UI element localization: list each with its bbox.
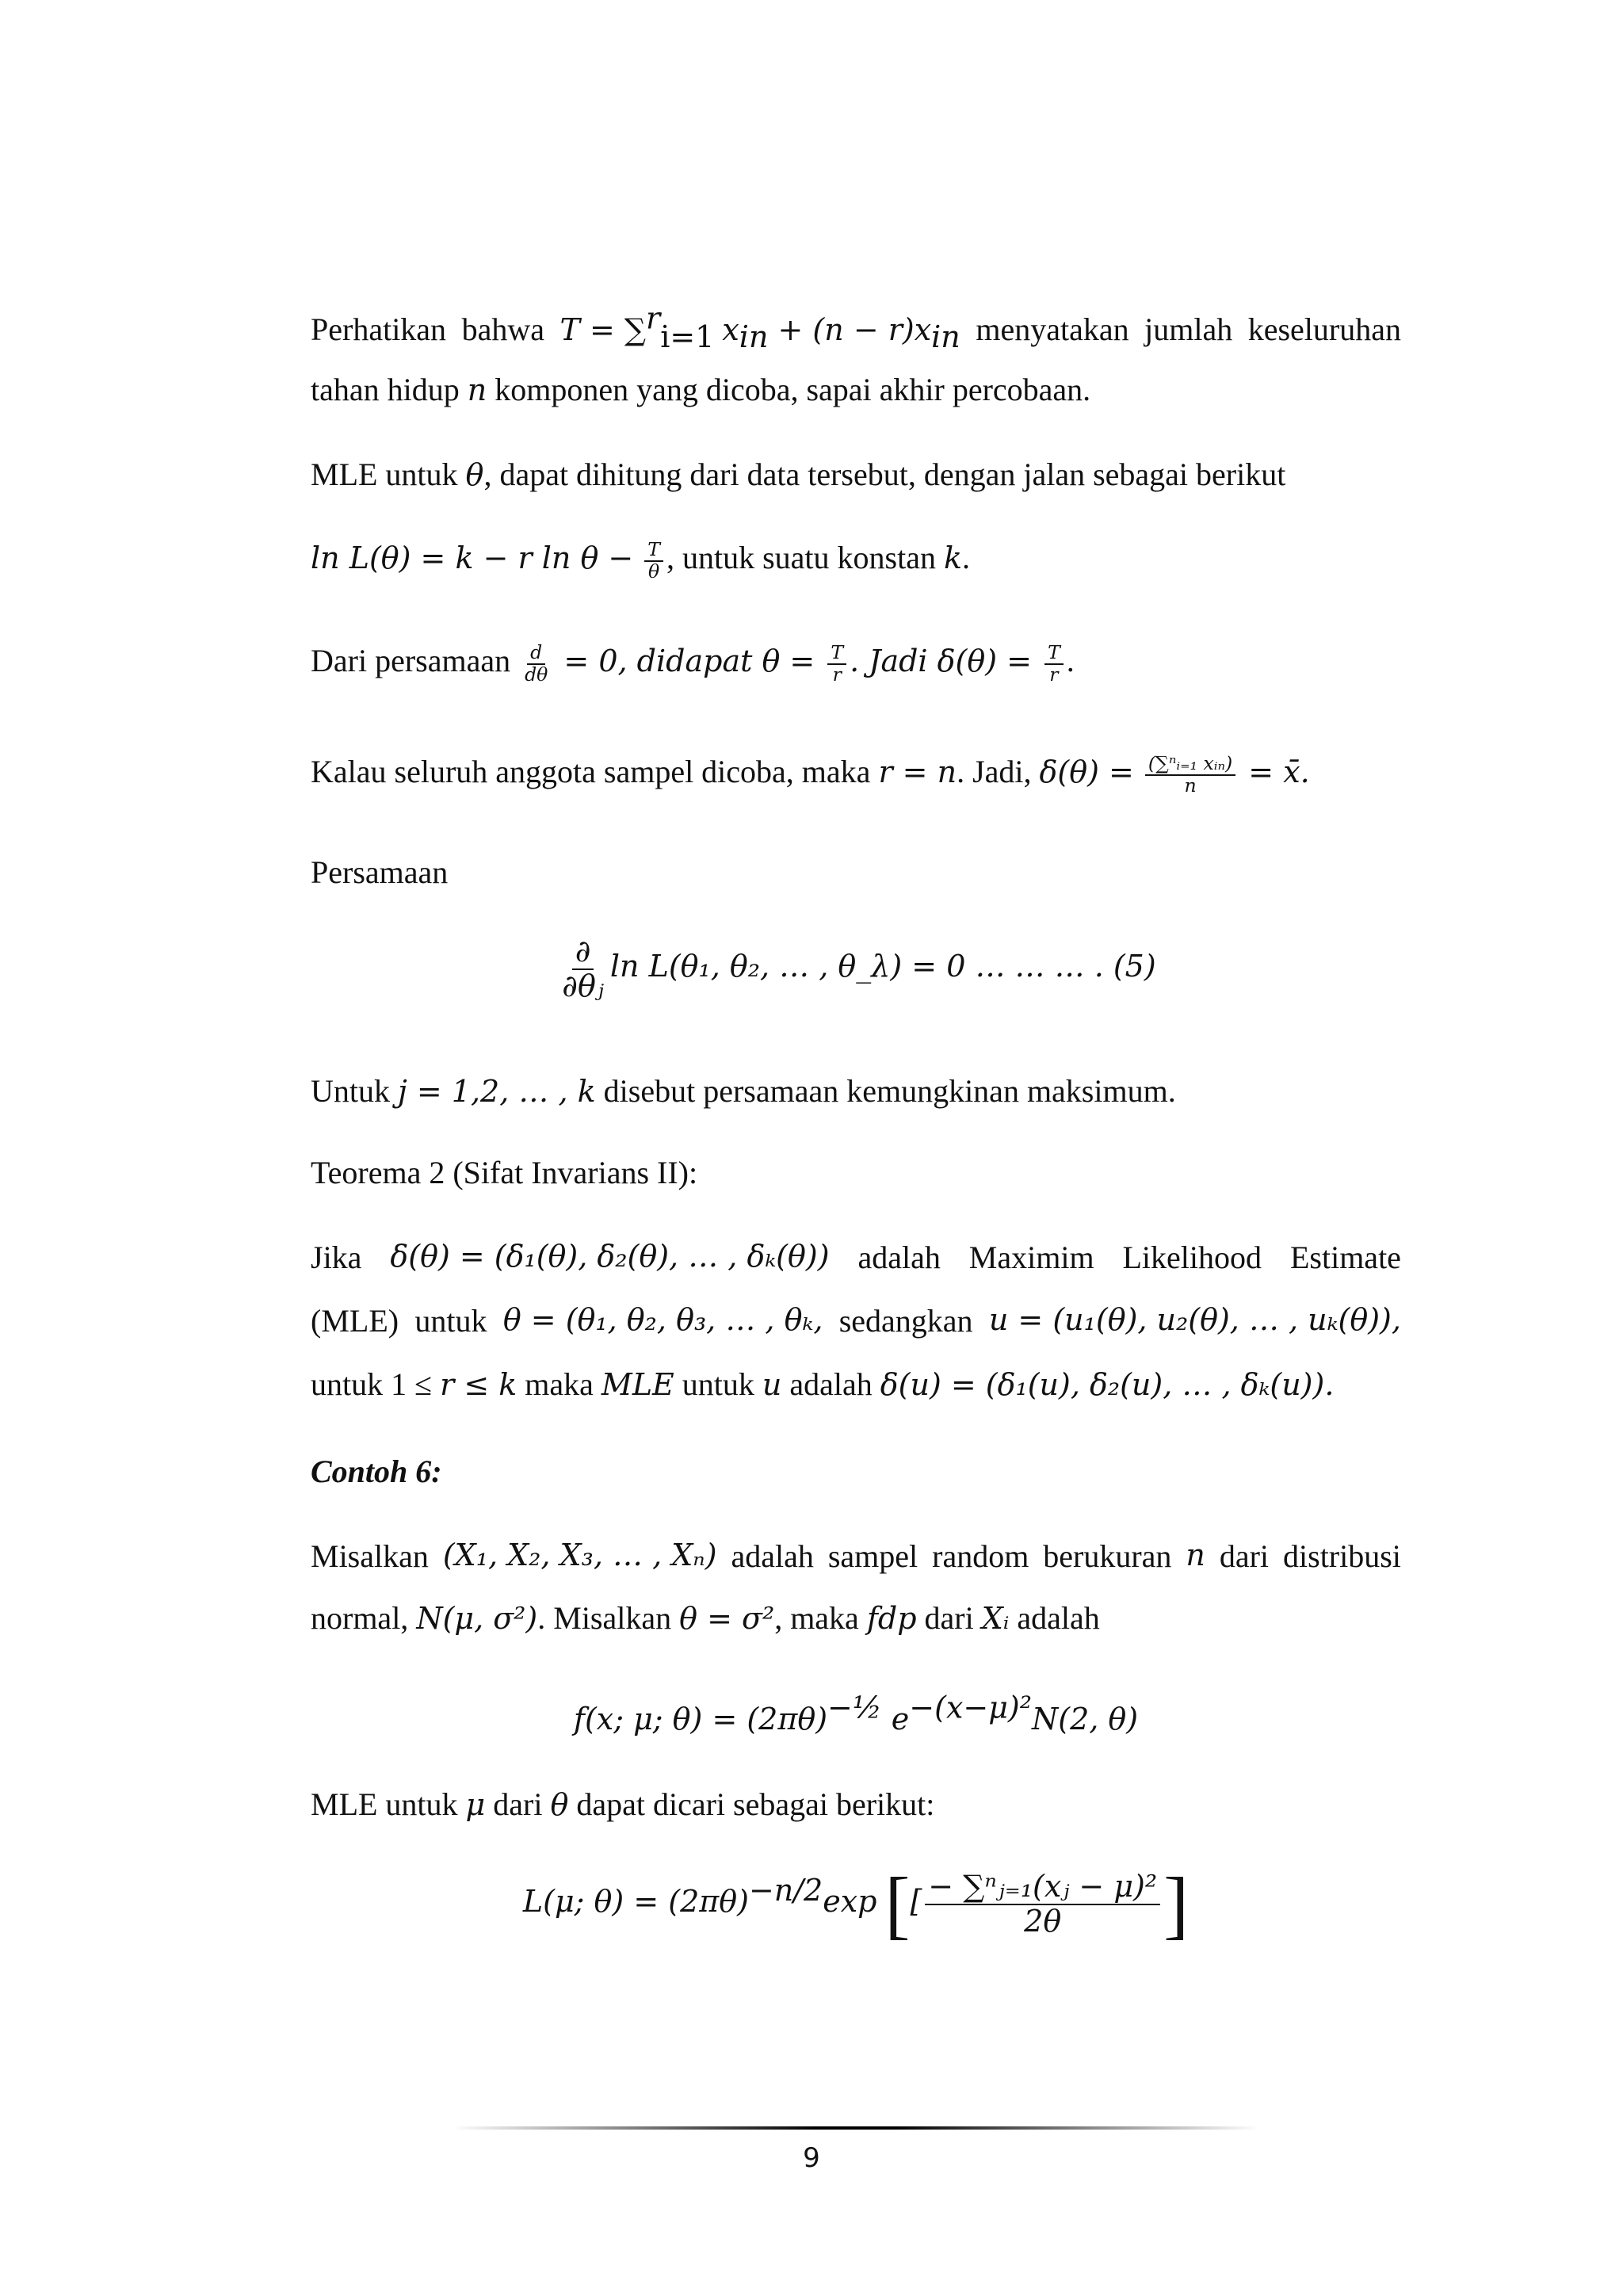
fraction-denominator: θ [648,560,660,583]
math-text: . Jadi δ(θ) = [850,644,1042,678]
math-text: T = ∑ [559,312,647,347]
math-text: θ = (θ₁, θ₂, θ₃, … , θₖ, [502,1302,823,1337]
math-sub: in [739,319,769,354]
math-text: exp [823,1884,877,1920]
math-text: θ [465,457,484,492]
math-text: L(μ; θ) = (2πθ) [522,1884,749,1920]
fraction-denominator: 2θ [1024,1904,1062,1939]
math-sup: −½ [827,1690,882,1725]
math-fraction [559,935,607,1003]
text-run: untuk 1 ≤ [311,1366,441,1402]
text-run: , maka [774,1600,867,1636]
math-text: u = (u₁(θ), u₂(θ), … , uₖ(θ)), [988,1302,1401,1337]
math-text: δ(θ) = (δ₁(θ), δ₂(θ), … , δₖ(θ)) [390,1239,830,1274]
text-run: . [961,540,970,575]
text-run: normal, [311,1600,417,1636]
math-fraction [521,640,551,686]
text-word: random [932,1538,1029,1574]
math-sup: −(x−μ)² [909,1690,1032,1725]
text-word: Jika [311,1240,362,1275]
text-run: maka [517,1366,601,1402]
example-title: Contoh 6: [311,1454,442,1489]
text-run: MLE untuk [311,1786,466,1822]
footer-divider [452,2126,1260,2130]
paragraph-line [311,1072,1401,1110]
math-text: N(2, θ) [1032,1702,1139,1736]
text-word: distribusi [1283,1538,1401,1574]
paragraph-line [311,1366,1401,1404]
math-fraction [1145,751,1235,797]
fraction-numerator: T [644,540,663,562]
paragraph-line [311,753,1401,797]
math-sub: i=1 [660,319,715,354]
text-word: Likelihood [1122,1240,1262,1275]
math-text: x [722,312,739,347]
paragraph-line [311,1538,1401,1576]
math-text: Xᵢ [981,1601,1010,1636]
text-run: . Jadi, [957,754,1040,789]
text-word: dari [1219,1538,1270,1574]
paragraph-line [311,1239,1401,1277]
text-word: sedangkan [838,1303,973,1339]
paragraph-line [311,642,1401,686]
text-word: (MLE) [311,1303,399,1339]
math-text: δ(u) = (δ₁(u), δ₂(u), … , δₖ(u)). [880,1367,1335,1402]
fraction-denominator: r [832,663,842,686]
fraction-numerator: ∂ [572,935,594,970]
text-word: berukuran [1043,1538,1172,1574]
text-run: adalah [1009,1600,1100,1636]
paragraph-line [311,300,1401,354]
fraction-denominator: r [1049,663,1059,686]
math-text: ln L(θ₁, θ₂, … , θ_λ) = 0 … … … . (5) [609,948,1156,984]
math-text: + (n − r)x [768,312,932,347]
math-text: u [762,1367,782,1402]
math-fraction [1044,640,1064,686]
text-run: adalah [781,1366,880,1402]
math-text: ln L(θ) = k − r ln θ − [311,541,634,575]
math-text: j = 1,2, … , k [398,1074,596,1109]
fraction-numerator: d [527,643,545,665]
text-word: Perhatikan [311,311,447,347]
paragraph-line [311,1599,1401,1637]
left-bracket: [ [884,1862,911,1946]
text-run: untuk [674,1366,762,1402]
fraction-denominator: n [1184,774,1197,797]
right-bracket: ] [1163,1862,1190,1946]
math-text: θ = σ² [679,1601,775,1636]
fraction-numerator: (∑ⁿᵢ₌₁ xᵢₙ) [1145,754,1235,776]
math-fraction [827,640,846,686]
fraction-numerator: T [827,643,846,665]
text-word: adalah [731,1538,814,1574]
math-text: = x̄. [1239,755,1310,789]
text-word: keseluruhan [1247,311,1401,347]
text-word: Maximim [968,1240,1094,1275]
text-run: tahan hidup [311,372,468,407]
math-text: fdp [866,1601,917,1636]
text-word: untuk [414,1303,487,1339]
page-number: 9 [803,2142,820,2174]
display-equation-likelihood [311,1862,1401,1946]
paragraph-line: Persamaan [311,854,449,890]
text-run: Dari persamaan [311,643,519,678]
text-run: Untuk [311,1073,398,1109]
math-text: k [943,541,962,575]
math-text: r ≤ k [440,1367,517,1402]
text-run: , untuk suatu konstan [666,540,944,575]
paragraph-line [311,539,1401,583]
math-text: μ [465,1787,486,1822]
math-sup: r [646,300,661,336]
display-equation-pdf [311,1690,1401,1738]
display-equation-5 [311,935,1401,1003]
fraction-numerator: − ∑ⁿⱼ₌₁(xⱼ − μ)² [925,1870,1160,1905]
math-text: r = n [878,755,957,789]
paragraph-line [311,1786,1401,1824]
text-run: , dapat dihitung dari data tersebut, dengan jalan sebagai berikut [483,457,1286,492]
fraction-denominator: ∂θⱼ [562,968,604,1003]
text-word: Estimate [1289,1240,1401,1275]
math-inline [559,300,960,354]
text-run: . Misalkan [537,1600,680,1636]
text-run: dari [916,1600,982,1636]
text-word: Misalkan [311,1538,429,1574]
math-text: [ [910,1884,922,1920]
math-text: N(μ, σ²) [416,1601,538,1636]
math-fraction [644,537,663,583]
text-word: adalah [857,1240,941,1275]
math-text: (X₁, X₂, X₃, … , Xₙ) [442,1538,717,1572]
text-run: disebut persamaan kemungkinan maksimum. [595,1073,1176,1109]
math-text: f(x; μ; θ) = (2πθ) [573,1702,828,1736]
fraction-numerator: T [1044,643,1064,665]
fraction-denominator: dθ [525,663,548,686]
text-run: MLE untuk [311,457,466,492]
paragraph-line [311,371,1401,409]
math-text: MLE [601,1367,674,1402]
theorem-title: Teorema 2 (Sifat Invarians II): [311,1155,698,1190]
paragraph-line [311,456,1401,494]
text-word: menyatakan [976,311,1129,347]
math-text: n [467,372,487,407]
text-word: jumlah [1144,311,1233,347]
text-word: sampel [827,1538,918,1574]
math-text: = 0, didapat θ = [554,644,825,678]
math-text: θ [550,1787,569,1822]
math-sub: in [931,319,960,354]
text-run: . [1066,643,1075,678]
text-run: komponen yang dicoba, sapai akhir percobaan. [487,372,1091,407]
text-run: Kalau seluruh anggota sampel dicoba, maka [311,754,879,789]
math-text: δ(θ) = [1039,755,1134,789]
text-word: bahwa [461,311,544,347]
math-fraction [925,1870,1160,1939]
paragraph-line [311,1302,1401,1340]
text-run: dari [485,1786,551,1822]
math-sup: −n/2 [748,1872,823,1908]
math-text: e [881,1702,910,1736]
text-run: dapat dicari sebagai berikut: [568,1786,935,1822]
math-text: n [1186,1538,1205,1572]
